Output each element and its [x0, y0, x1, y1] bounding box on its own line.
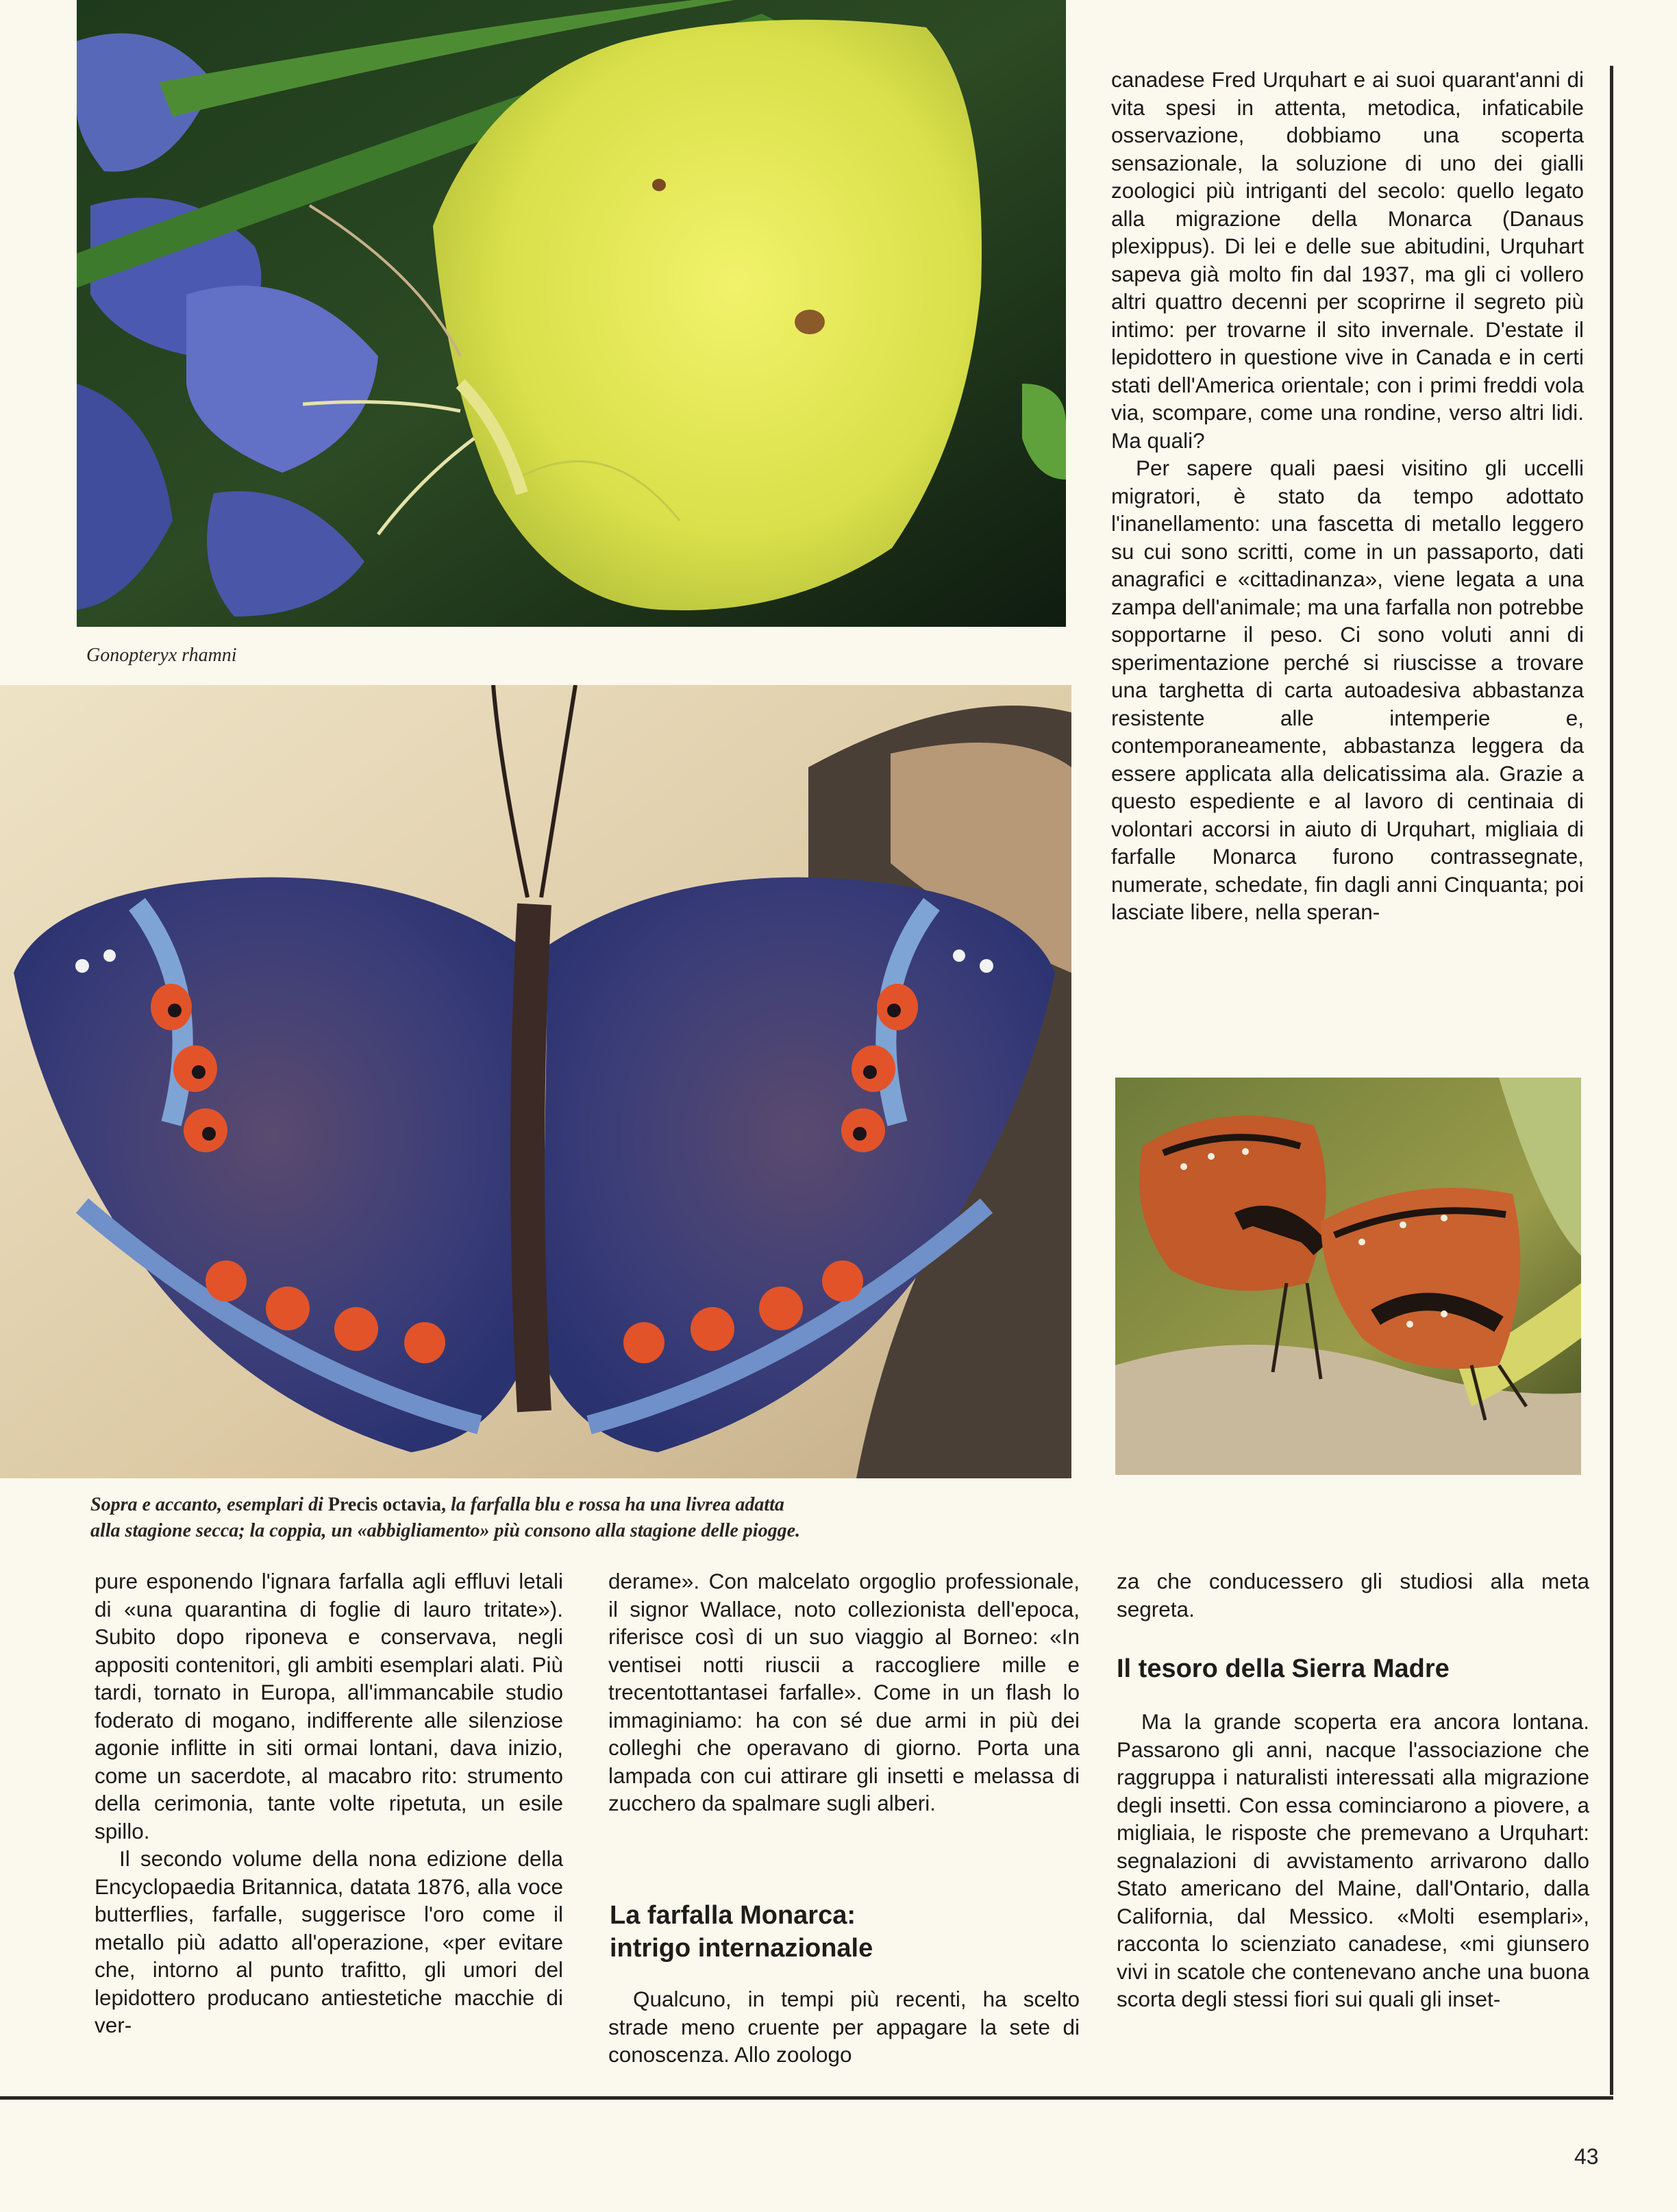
article-column-bottom-left: [95, 1567, 563, 2039]
bottom-rule: [0, 2096, 1613, 2100]
article-column-bottom-middle-bottom: [608, 1985, 1080, 2069]
page-number: 43: [1574, 2144, 1599, 2169]
article-paragraph: Il secondo volume della nona edizione della Encyclopaedia Britannica, datata 1876, alla voce butterflies, farfalle, suggerisce l'oro come il metallo più adatto all'operazione, «per evitare che, intorno al punto trafitto, gli umori del lepidottero producano antiestetiche macchie di ver-: [95, 1846, 563, 2037]
precis-caption-species: Precis octavia,: [327, 1494, 446, 1515]
article-paragraph: Per sapere quali paesi visitino gli uccelli migratori, è stato da tempo adottato l'inanellamento: una fascetta di metallo leggero su cui sono scritti, come in un passaporto, dati anagrafici e «cittadinanza», viene legata a una zampa dell'animale; ma una farfalla non potrebbe sopportarne il peso. Ci sono voluti anni di sperimentazione perché si riuscisse a trovare una targhetta di carta autoadesiva abbastanza resistente alle intemperie e, contemporaneamente, abbastanza leggera da essere applicata alla delicatissima ala. Grazie a questo espediente e al lavoro di centinaia di volontari accorsi in aiuto di Urquhart, migliaia di farfalle Monarca furono contrassegnate, numerate, schedate, fin dagli anni Cinquanta; poi lasciate libere, nella speran-: [1111, 456, 1584, 924]
subheading-monarca-line2: intrigo internazionale: [610, 1934, 873, 1963]
brimstone-caption: Gonopteryx rhamni: [86, 645, 237, 666]
right-margin-rule: [1610, 66, 1613, 2095]
precis-caption-line1-b: la farfalla blu e rossa ha una livrea adatta: [445, 1494, 784, 1515]
article-paragraph: za che conducessero gli studiosi alla meta segreta.: [1117, 1569, 1589, 1621]
article-paragraph: canadese Fred Urquhart e ai suoi quarant'anni di vita spesi in attenta, metodica, infaticabile osservazione, dobbiamo una scoperta sensazionale, la soluzione di uno dei gialli zoologici più intriganti del secolo: quello legato alla migrazione della Monarca (Danaus plexippus). Di lei e delle sue abitudini, Urquhart sapeva già molto fin dal 1937, ma gli ci vollero altri quattro decenni per scoprirne il segreto più intimo: per trovarne il sito invernale. D'estate il lepidottero in questione vive in Canada e in certi stati dell'America orientale; con i primi freddi vola via, scompare, come una rondine, verso altri lidi. Ma quali?: [1111, 67, 1584, 453]
article-paragraph: Qualcuno, in tempi più recenti, ha scelto strade meno cruente per appagare la sete di conoscenza. Allo zoologo: [608, 1987, 1080, 2067]
precis-caption-line1-a: Sopra e accanto, esemplari di: [90, 1494, 328, 1515]
article-column-bottom-right-top: [1117, 1567, 1589, 1623]
subheading-monarca: [610, 1899, 1082, 1965]
subheading-monarca-line1: La farfalla Monarca:: [610, 1901, 856, 1930]
brimstone-photo: [77, 0, 1066, 627]
precis-caption-line2: alla stagione secca; la coppia, un «abbigliamento» più consono alla stagione delle piogge.: [90, 1520, 800, 1541]
article-paragraph: derame». Con malcelato orgoglio professionale, il signor Wallace, noto collezionista dell'epoca, riferisce così di un suo viaggio al Borneo: «In ventisei notti riuscii a raccogliere mille e trecentottantasei farfalle». Come in un flash lo immaginiamo: ha con sé due armi in più dei colleghi che operavano di giorno. Porta una lampada con cui attirare gli insetti e melassa di zucchero da spalmare sugli alberi.: [608, 1569, 1080, 1815]
article-column-bottom-middle-top: [608, 1567, 1080, 1817]
article-paragraph: Ma la grande scoperta era ancora lontana. Passarono gli anni, nacque l'associazione che raggruppa i naturalisti interessati alla migrazione degli insetti. Con essa cominciarono a piovere, a migliaia, le risposte che premevano a Urquhart: segnalazioni di avvistamento arrivarono dallo Stato americano del Maine, dall'Ontario, dalla California, dal Messico. «Molti esemplari», racconta lo scienziato canadese, «mi giunsero vivi in scatole che contenevano anche una buona scorta degli stessi fiori sui quali gli inset-: [1117, 1709, 1589, 2011]
precis-caption: [90, 1492, 1063, 1544]
subheading-sierra: Il tesoro della Sierra Madre: [1117, 1654, 1450, 1683]
precis-pair-photo: [1115, 1078, 1581, 1475]
precis-octavia-photo: [0, 685, 1071, 1478]
article-paragraph: pure esponendo l'ignara farfalla agli effluvi letali di «una quarantina di foglie di lauro tritate»). Subito dopo riponeva e conservava, negli appositi contenitori, gli ambiti esemplari alati. Più tardi, tornato in Europa, all'immancabile studio foderato di mogano, indifferente alle silenziose agonie inflitte in siti ormai lontani, dava inizio, come un sacerdote, al macabro rito: strumento della cerimonia, tante volte ripetuta, un esile spillo.: [95, 1569, 563, 1843]
article-column-bottom-right-bottom: [1117, 1708, 1589, 2013]
article-column-top-right: [1111, 66, 1584, 926]
